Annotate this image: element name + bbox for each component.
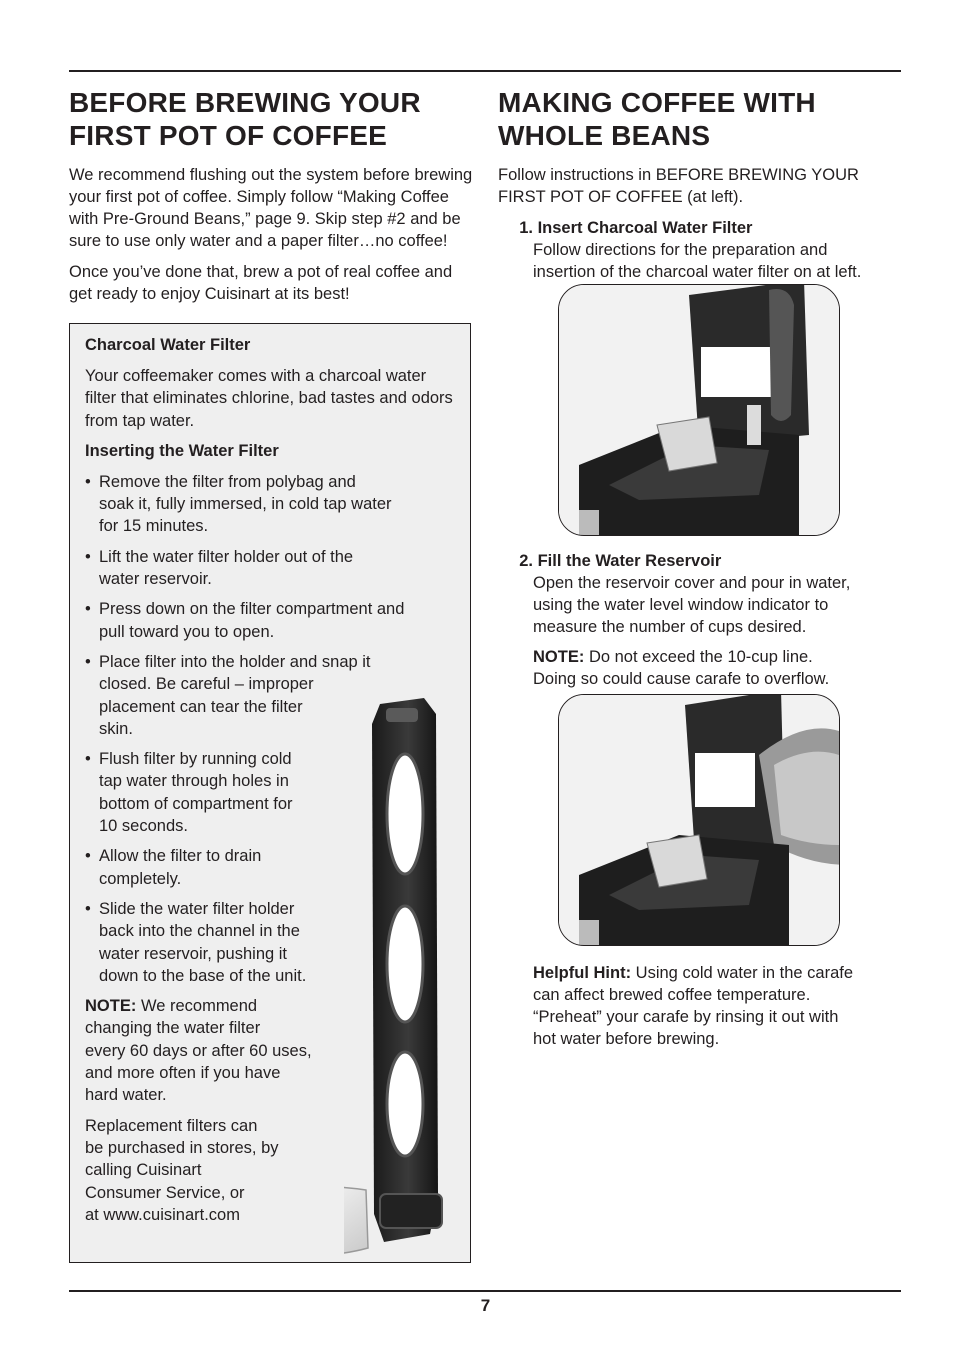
photo-fill-reservoir — [558, 694, 840, 946]
note-line: every 60 days or after 60 uses, — [85, 1041, 312, 1060]
instruction-line: closed. Be careful – improper — [99, 675, 314, 694]
instruction-line: pull toward you to open. — [99, 622, 275, 641]
step-2-title-text: Fill the Water Reservoir — [537, 552, 722, 570]
instruction-line: bottom of compartment for — [99, 794, 293, 813]
step-2-note — [533, 646, 901, 690]
step-2-number: 2. — [519, 552, 533, 570]
instruction-line: back into the channel in the — [99, 922, 300, 941]
page-number: 7 — [480, 1296, 491, 1315]
right-column — [498, 86, 901, 283]
hint-line-1: Using cold water in the carafe — [635, 964, 854, 982]
photo-insert-filter — [558, 284, 840, 536]
box-subheading: Inserting the Water Filter — [85, 441, 279, 460]
bullet-marker: • — [85, 899, 91, 918]
filter-instruction-item — [85, 598, 457, 643]
instruction-line: Remove the filter from polybag and — [99, 472, 356, 491]
replacement-line: Replacement filters can — [85, 1116, 258, 1135]
right-intro-line-1: Follow instructions in BEFORE BREWING YOUR — [498, 166, 859, 184]
instruction-line: Slide the water filter holder — [99, 899, 295, 918]
charcoal-filter-box — [69, 323, 471, 1263]
instruction-line: tap water through holes in — [99, 772, 289, 791]
instruction-line: Flush filter by running cold — [99, 750, 292, 769]
right-intro-paragraph — [498, 164, 901, 208]
helpful-hint-label: Helpful Hint: — [533, 964, 632, 982]
right-section-title — [498, 86, 901, 152]
step-1-body — [533, 239, 901, 283]
step-1-title — [498, 217, 901, 239]
step-2 — [498, 550, 901, 690]
right-intro-line-2: FIRST POT OF COFFEE (at left). — [498, 188, 744, 206]
coffeemaker-pour-image — [559, 695, 839, 945]
step-2-body — [533, 572, 901, 638]
step-2-title — [498, 550, 901, 572]
left-intro-paragraph-1: We recommend flushing out the system before brewing your first pot of coffee. Simply follow “Making Coffee with Pre-Ground Beans,” page 9. Skip step #2 and be sure to use only water and a paper filter…no coffee! — [69, 166, 473, 250]
instruction-line: down to the base of the unit. — [99, 966, 307, 985]
step-1-number: 1. — [519, 219, 533, 237]
step-2-note-label: NOTE: — [533, 648, 585, 666]
hint-line-2: can affect brewed coffee temperature. — [533, 986, 811, 1004]
hint-line-4: hot water before brewing. — [533, 1030, 720, 1048]
step-1 — [498, 217, 901, 283]
bullet-marker: • — [85, 847, 91, 866]
note-line: changing the water filter — [85, 1019, 261, 1038]
instruction-line: completely. — [99, 869, 182, 888]
right-title-line-2: WHOLE BEANS — [498, 120, 711, 151]
bullet-marker: • — [85, 750, 91, 769]
note-line: hard water. — [85, 1086, 167, 1105]
replacement-line: Consumer Service, or — [85, 1183, 245, 1202]
step-2-note-line-2: Doing so could cause carafe to overflow. — [533, 670, 830, 688]
top-rule — [69, 70, 901, 72]
instruction-line: water reservoir. — [99, 570, 212, 589]
note-line: We recommend — [140, 997, 258, 1016]
bullet-marker: • — [85, 547, 91, 566]
instruction-line: soak it, fully immersed, in cold tap water — [99, 495, 392, 514]
filter-instruction-item — [85, 546, 457, 591]
right-title-line-1: MAKING COFFEE WITH — [498, 87, 816, 118]
bullet-marker: • — [85, 600, 91, 619]
step-1-line-2: insertion of the charcoal water filter on at left. — [533, 263, 862, 281]
box-heading: Charcoal Water Filter — [85, 336, 251, 354]
step-2-line-3: measure the number of cups desired. — [533, 618, 807, 636]
instruction-line: water reservoir, pushing it — [99, 944, 288, 963]
coffeemaker-filter-image — [559, 285, 839, 535]
instruction-line: Press down on the filter compartment and — [99, 600, 405, 619]
instruction-line: Lift the water filter holder out of the — [99, 547, 354, 566]
filter-instruction-item — [85, 471, 457, 538]
bullet-marker: • — [85, 652, 91, 671]
replacement-line: calling Cuisinart — [85, 1161, 202, 1180]
step-2-line-2: using the water level window indicator to — [533, 596, 829, 614]
box-paragraph: Your coffeemaker comes with a charcoal water filter that eliminates chlorine, bad tastes and odors from tap water. — [85, 367, 453, 430]
helpful-hint — [533, 962, 903, 1050]
instruction-line: placement can tear the filter — [99, 697, 303, 716]
left-section-title — [69, 86, 473, 152]
step-1-line-1: Follow directions for the preparation and — [533, 241, 828, 259]
left-title-line-2: FIRST POT OF COFFEE — [69, 120, 388, 151]
helpful-hint-text — [533, 962, 903, 1050]
left-column — [69, 86, 473, 314]
instruction-line: Allow the filter to drain — [99, 847, 262, 866]
instruction-line: for 15 minutes. — [99, 517, 209, 536]
replacement-line: at www.cuisinart.com — [85, 1205, 240, 1224]
instruction-line: skin. — [99, 719, 133, 738]
bullet-marker: • — [85, 472, 91, 491]
hint-line-3: “Preheat” your carafe by rinsing it out with — [533, 1008, 839, 1026]
bottom-rule — [69, 1290, 901, 1292]
left-intro-paragraph-2: Once you’ve done that, brew a pot of real coffee and get ready to enjoy Cuisinart at its best! — [69, 263, 453, 303]
filter-holder-illustration — [344, 694, 464, 1254]
step-1-title-text: Insert Charcoal Water Filter — [537, 219, 753, 237]
note-line: and more often if you have — [85, 1064, 281, 1083]
left-title-line-1: BEFORE BREWING YOUR — [69, 87, 421, 118]
replacement-line: be purchased in stores, by — [85, 1138, 279, 1157]
instruction-line: Place filter into the holder and snap it — [99, 652, 371, 671]
step-2-line-1: Open the reservoir cover and pour in water, — [533, 574, 851, 592]
instruction-line: 10 seconds. — [99, 817, 188, 836]
step-2-note-line-1: Do not exceed the 10-cup line. — [588, 648, 813, 666]
box-note-label: NOTE: — [85, 997, 137, 1016]
